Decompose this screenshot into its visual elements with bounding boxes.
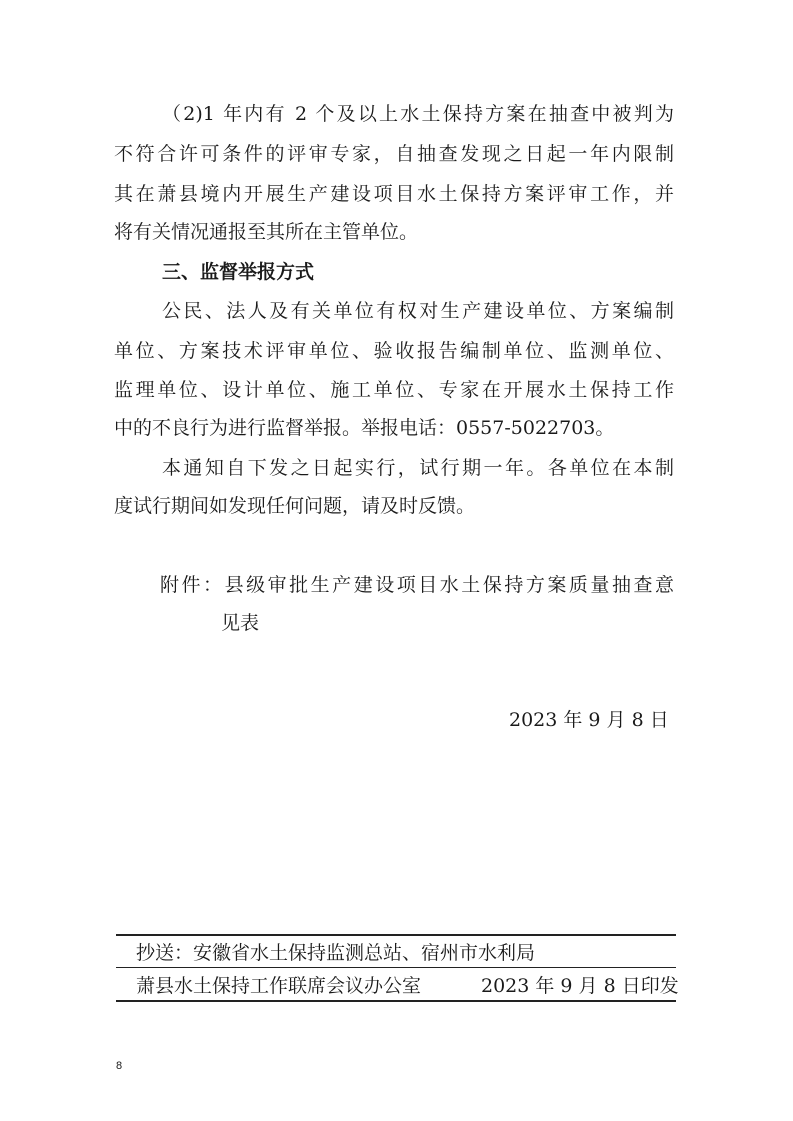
footer-issue-date: 2023 年 9 月 8 日印发 bbox=[481, 975, 679, 997]
attachment-line2: 见表 bbox=[221, 612, 260, 634]
paragraph3-line2: 度试行期间如发现任何问题，请及时反馈。 bbox=[114, 495, 476, 517]
paragraph2-line1: 公民、法人及有关单位有权对生产建设单位、方案编制 bbox=[162, 300, 674, 322]
paragraph2-line2: 单位、方案技术评审单位、验收报告编制单位、监测单位、 bbox=[114, 340, 674, 362]
paragraph1-line3: 其在萧县境内开展生产建设项目水土保持方案评审工作，并 bbox=[114, 183, 674, 205]
paragraph2-line3: 监理单位、设计单位、施工单位、专家在开展水土保持工作 bbox=[114, 379, 674, 401]
section-heading: 三、监督举报方式 bbox=[162, 261, 315, 283]
paragraph3-line1: 本通知自下发之日起实行，试行期一年。各单位在本制 bbox=[162, 457, 674, 479]
footer-issuer: 萧县水土保持工作联席会议办公室 bbox=[136, 975, 422, 997]
paragraph1-line4: 将有关情况通报至其所在主管单位。 bbox=[114, 221, 419, 243]
document-date: 2023 年 9 月 8 日 bbox=[509, 709, 669, 731]
footer-middle-rule bbox=[116, 967, 676, 968]
footer-top-rule bbox=[116, 934, 676, 936]
paragraph1-line1: （2)1 年内有 2 个及以上水土保持方案在抽查中被判为 bbox=[162, 103, 674, 125]
page-number: 8 bbox=[116, 1060, 123, 1072]
paragraph2-line4: 中的不良行为进行监督举报。举报电话：0557-5022703。 bbox=[114, 417, 615, 439]
footer-bottom-rule bbox=[116, 1000, 676, 1002]
paragraph1-line2: 不符合许可条件的评审专家，自抽查发现之日起一年内限制 bbox=[114, 143, 674, 165]
footer-cc: 抄送：安徽省水土保持监测总站、宿州市水利局 bbox=[136, 942, 536, 964]
attachment-line1: 附件：县级审批生产建设项目水土保持方案质量抽查意 bbox=[160, 574, 674, 596]
